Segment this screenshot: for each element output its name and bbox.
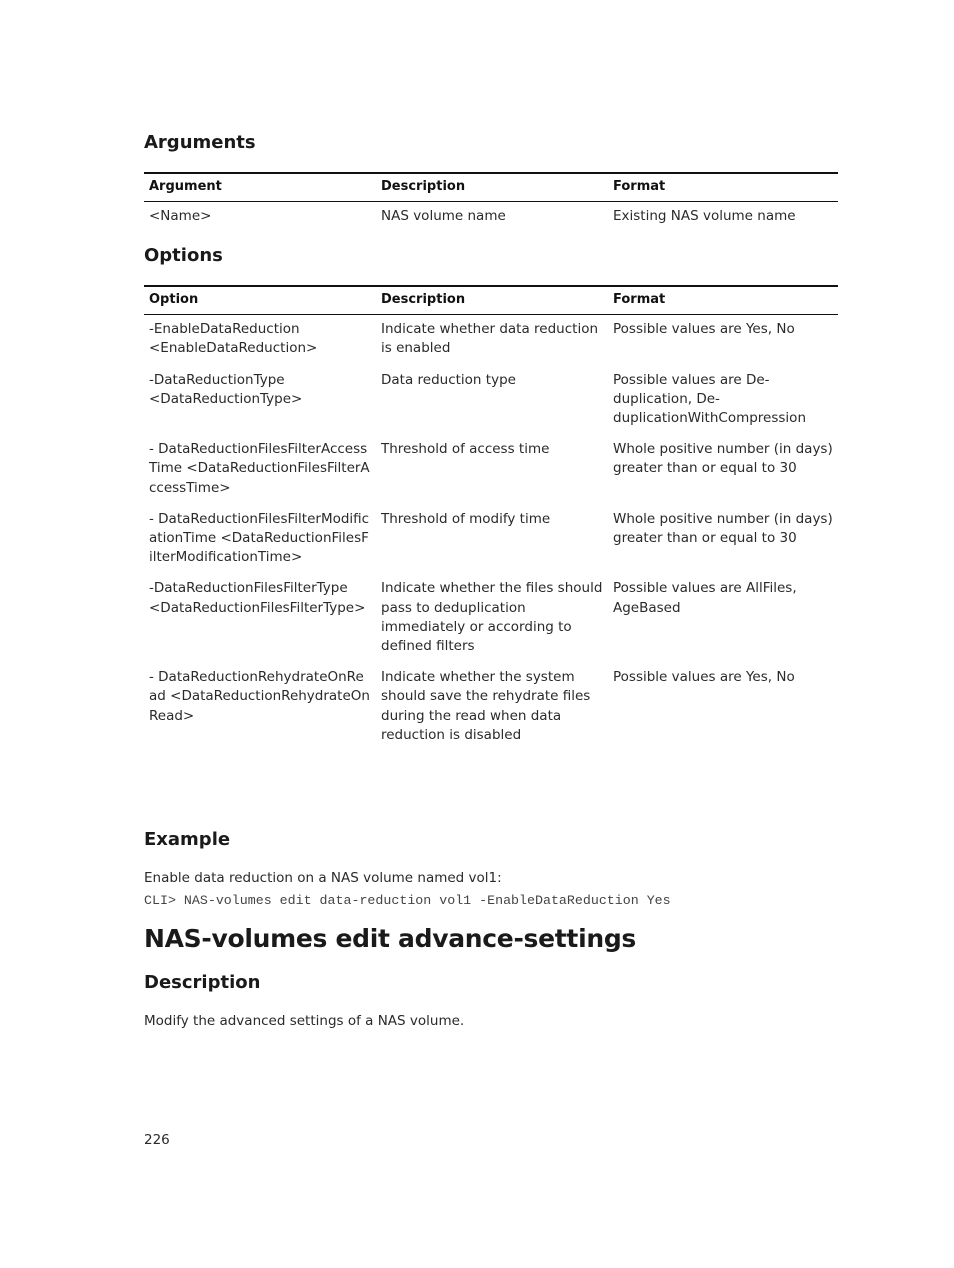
- table-cell: <Name>: [149, 208, 212, 225]
- table-cell: Possible values are Yes, No: [613, 669, 795, 686]
- table-cell: - DataReductionFilesFilterAccessTime <DataReductionFilesFilterAccessTime>: [149, 441, 370, 496]
- table-row: [144, 315, 838, 368]
- description-heading: Description: [144, 972, 261, 993]
- table-cell: NAS volume name: [381, 208, 506, 225]
- arguments-heading: Arguments: [144, 132, 256, 153]
- column-header: Format: [608, 173, 838, 202]
- example-code: CLI> NAS-volumes edit data-reduction vol1 -EnableDataReduction Yes: [144, 893, 671, 908]
- table-row: [144, 507, 838, 577]
- example-heading: Example: [144, 829, 231, 850]
- table-header-row: [144, 286, 838, 315]
- table-cell: Threshold of modify time: [381, 510, 551, 527]
- table-cell: Indicate whether the system should save the rehydrate files during the read when data reduction is disabled: [381, 669, 591, 743]
- table-cell: Possible values are De-duplication, De-duplicationWithCompression: [613, 371, 807, 427]
- table-cell: Existing NAS volume name: [613, 208, 796, 225]
- table-cell: - DataReductionRehydrateOnRead <DataReductionRehydrateOnRead>: [149, 669, 370, 724]
- table-cell: Indicate whether the files should pass to deduplication immediately or according to defined filters: [381, 580, 603, 655]
- description-text: Modify the advanced settings of a NAS volume.: [144, 1013, 465, 1029]
- example-text: Enable data reduction on a NAS volume named vol1:: [144, 870, 502, 886]
- table-row: [144, 368, 838, 438]
- table-row: [144, 202, 838, 236]
- table-cell: Threshold of access time: [381, 441, 550, 458]
- table-cell: Whole positive number (in days) greater than or equal to 30: [613, 510, 833, 547]
- column-header: Argument: [144, 173, 376, 202]
- table-cell: Possible values are Yes, No: [613, 321, 795, 338]
- section-title: NAS-volumes edit advance-settings: [144, 924, 637, 953]
- table-cell: - DataReductionFilesFilterModificationTime <DataReductionFilesFilterModificationTime>: [149, 510, 370, 566]
- table-cell: -EnableDataReduction <EnableDataReduction>: [149, 321, 318, 357]
- options-table: [144, 285, 838, 754]
- column-header: Description: [376, 286, 608, 315]
- table-cell: -DataReductionFilesFilterType <DataReductionFilesFilterType>: [149, 580, 366, 616]
- table-cell: Data reduction type: [381, 371, 516, 388]
- table-row: [144, 437, 838, 507]
- table-cell: Indicate whether data reduction is enabled: [381, 321, 599, 357]
- arguments-table: [144, 172, 838, 235]
- table-cell: Whole positive number (in days) greater than or equal to 30: [613, 441, 833, 477]
- table-cell: -DataReductionType <DataReductionType>: [149, 371, 303, 407]
- table-header-row: [144, 173, 838, 202]
- table-row: [144, 665, 838, 754]
- column-header: Option: [144, 286, 376, 315]
- page-number: 226: [144, 1132, 170, 1148]
- column-header: Description: [376, 173, 608, 202]
- table-cell: Possible values are AllFiles, AgeBased: [613, 580, 797, 616]
- options-heading: Options: [144, 245, 223, 266]
- table-row: [144, 576, 838, 665]
- column-header: Format: [608, 286, 838, 315]
